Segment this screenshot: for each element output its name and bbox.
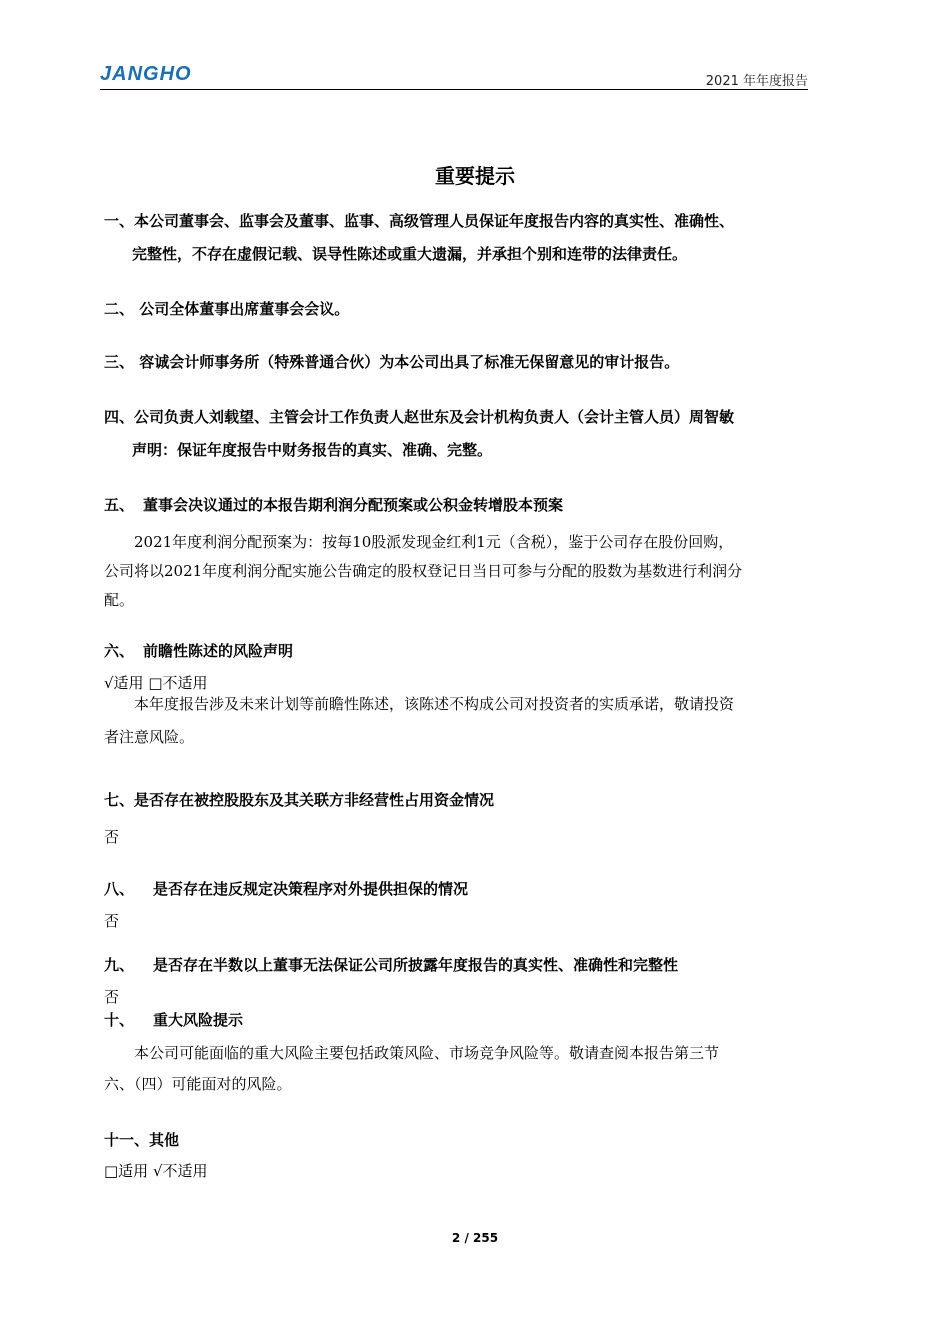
- section-11-heading: 十一、其他: [104, 1131, 180, 1149]
- section-5-body-line-1: 2021年度利润分配预案为：按每10股派发现金红利1元（含税），鉴于公司存在股份回购，: [134, 533, 734, 551]
- section-9-answer: 否: [104, 988, 120, 1006]
- page-title: 重要提示: [435, 164, 515, 188]
- section-5-body-line-2: 公司将以2021年度利润分配实施公告确定的股权登记日当日可参与分配的股数为基数进行利润分: [104, 562, 743, 580]
- section-6-heading: 前瞻性陈述的风险声明: [143, 642, 294, 660]
- section-9-heading: 是否存在半数以上董事无法保证公司所披露年度报告的真实性、准确性和完整性: [153, 956, 679, 974]
- section-4-line-2: 声明：保证年度报告中财务报告的真实、准确、完整。: [132, 441, 493, 459]
- section-5-heading: 董事会决议通过的本报告期利润分配预案或公积金转增股本预案: [143, 496, 564, 514]
- section-10-number: 十、: [104, 1011, 135, 1029]
- section-6-body-line-2: 者注意风险。: [104, 728, 195, 746]
- page-number: 2 / 255: [451, 1231, 499, 1245]
- company-logo: JANGHO: [100, 63, 192, 85]
- section-7-heading: 七、是否存在被控股股东及其关联方非经营性占用资金情况: [104, 791, 495, 809]
- section-8-number: 八、: [104, 880, 135, 898]
- section-5-body-line-3: 配。: [104, 591, 135, 609]
- section-1-line-1: 一、本公司董事会、监事会及董事、监事、高级管理人员保证年度报告内容的真实性、准确性、: [104, 212, 735, 230]
- section-10-body-line-2: 六、（四）可能面对的风险。: [104, 1075, 292, 1093]
- section-6-body-line-1: 本年度报告涉及未来计划等前瞻性陈述，该陈述不构成公司对投资者的实质承诺，敬请投资: [134, 695, 735, 713]
- section-5-number: 五、: [104, 496, 135, 514]
- report-title: 2021 年年度报告: [705, 74, 808, 89]
- section-1-line-2: 完整性，不存在虚假记载、误导性陈述或重大遗漏，并承担个别和连带的法律责任。: [132, 245, 688, 263]
- section-6-number: 六、: [104, 642, 135, 660]
- section-4-line-1: 四、公司负责人刘载望、主管会计工作负责人赵世东及会计机构负责人（会计主管人员）周智敏: [104, 408, 735, 426]
- section-9-number: 九、: [104, 956, 135, 974]
- section-7-answer: 否: [104, 828, 120, 846]
- section-10-heading: 重大风险提示: [153, 1011, 244, 1029]
- section-8-answer: 否: [104, 912, 120, 930]
- section-6-applicability: √适用 □不适用: [104, 674, 208, 692]
- section-8-heading: 是否存在违反规定决策程序对外提供担保的情况: [153, 880, 469, 898]
- section-3-heading: 三、 容诚会计师事务所（特殊普通合伙）为本公司出具了标准无保留意见的审计报告。: [104, 353, 680, 371]
- section-10-body-line-1: 本公司可能面临的重大风险主要包括政策风险、市场竞争风险等。敬请查阅本报告第三节: [134, 1044, 720, 1062]
- section-11-applicability: □适用 √不适用: [104, 1162, 208, 1180]
- header-divider: [100, 89, 808, 90]
- section-2-heading: 二、 公司全体董事出席董事会会议。: [104, 300, 350, 318]
